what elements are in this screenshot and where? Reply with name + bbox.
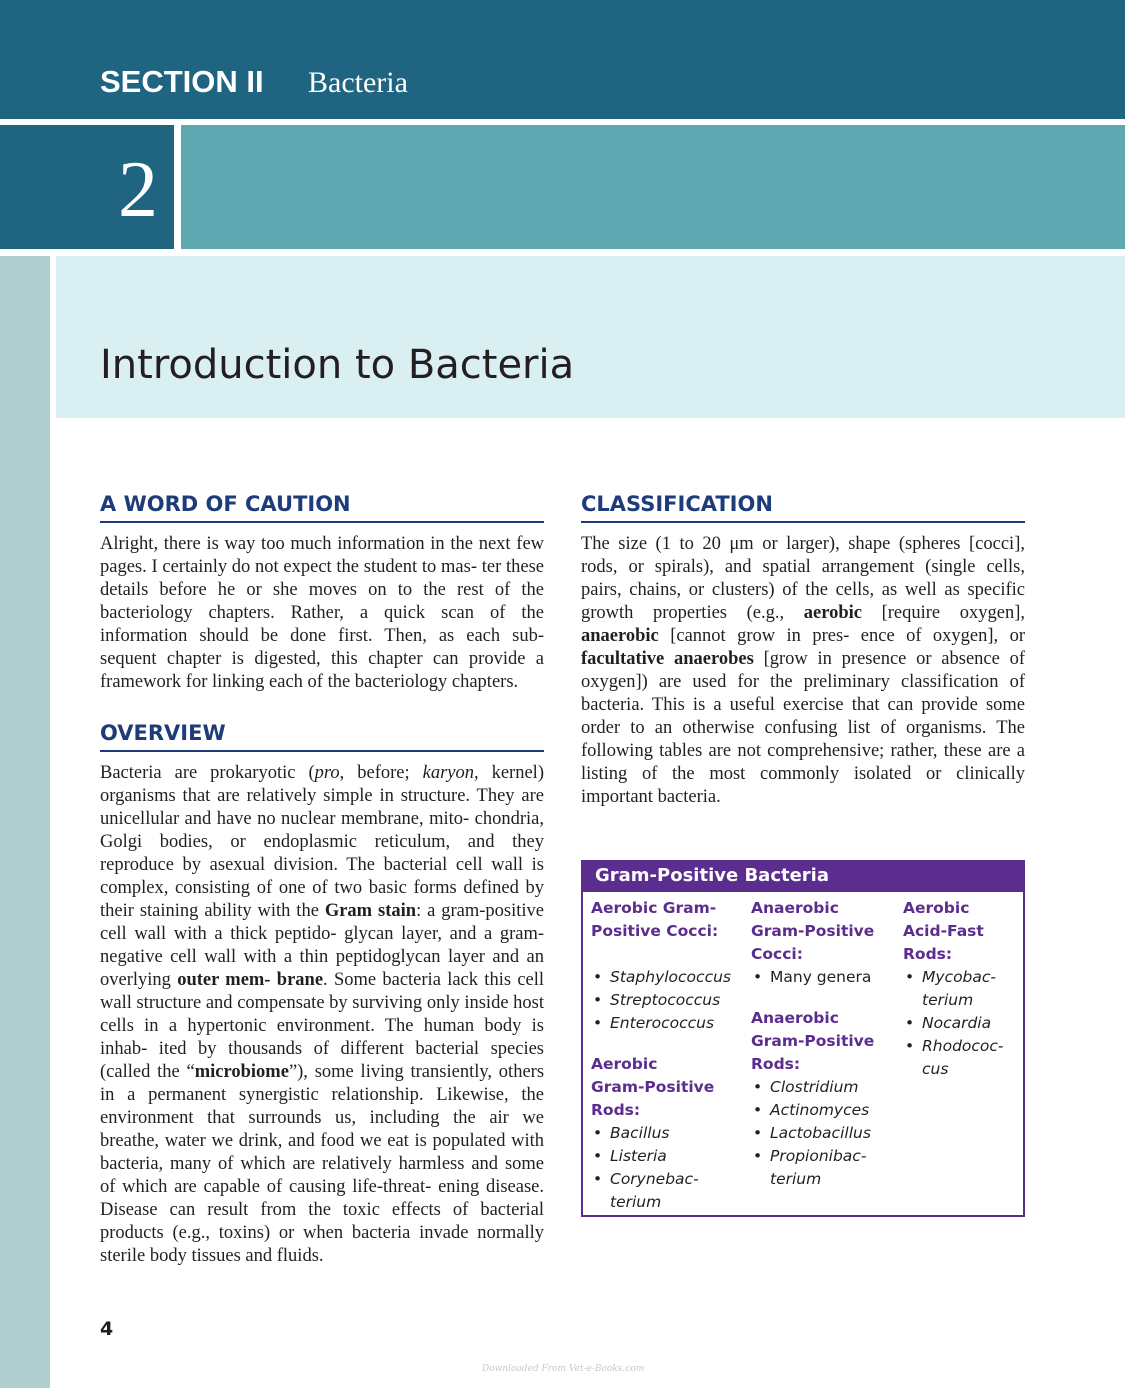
list-item: • Enterococcus [591,1012,743,1035]
list-item: • Rhodococ- cus [903,1035,1021,1081]
table-column-2 [751,897,899,1209]
chapter-band [181,125,1125,249]
watermark: Downloaded From Vet-e-Books.com [482,1364,645,1374]
page-number: 4 [100,1318,114,1340]
classification-heading: CLASSIFICATION [581,492,1025,523]
aerobic-gram-positive-cocci-group [591,897,743,1035]
section-name: Bacteria [308,66,408,99]
list-item: • Corynebac- terium [591,1168,743,1214]
group-heading: Anaerobic Gram-Positive Cocci: [751,899,875,963]
list-item: • Propionibac- terium [751,1145,899,1191]
group-heading: Aerobic Gram-Positive Rods: [591,1055,715,1119]
table-column-3 [903,897,1021,1099]
table-column-1 [591,897,743,1232]
table-header [583,862,1023,892]
gram-positive-table [581,860,1025,1217]
anaerobic-gram-positive-rods-group [751,1007,899,1191]
caution-paragraph: Alright, there is way too much information in the next few pages. I certainly do not expect the student to mas- ter these details before he or she moves on to the rest of the bacteriology chapters. Rather, a quick scan of the information should be done first. Then, as each sub- sequent chapter is digested, this chapter can provide a framework for linking each of the bacteriology chapters. [100,534,545,692]
list-item: • Mycobac- terium [903,966,1021,1012]
list-item: • Bacillus [591,1122,743,1145]
list-item: • Many genera [751,966,899,989]
chapter-number: 2 [118,146,158,234]
classification-paragraph: The size (1 to 20 μm or larger), shape (spheres [cocci], rods, or spirals), and spatial arrangement (single cells, pairs, chains, or clusters) of the cells, as well as specific growth properties (e.g., aerobic [require oxygen], anaerobic [cannot grow in pres- ence of oxygen], or facultative anaerobes [grow in presence or absence of oxygen]) are used for the preliminary classification of bacteria. This is a useful exercise that can provide some order to an otherwise confusing list of organisms. The following tables are not comprehensive; rather, these are a listing of the most commonly isolated or clinically important bacteria. [581,534,1026,807]
group-heading: Aerobic Acid-Fast Rods: [903,899,984,963]
list-item: • Listeria [591,1145,743,1168]
caution-heading: A WORD OF CAUTION [100,492,544,523]
left-margin-strip [0,256,50,1388]
table-title: Gram-Positive Bacteria [595,865,829,886]
list-item: • Staphylococcus [591,966,743,989]
overview-paragraph: Bacteria are prokaryotic (pro, before; karyon, kernel) organisms that are relatively simple in structure. They are unicellular and have no nuclear membrane, mito- chondria, Golgi bodies, or endoplasmic reticulum, and they reproduce by asexual division. The bacterial cell wall is complex, consisting of one of two basic forms defined by their staining ability with the Gram stain: a gram-positive cell wall with a thick peptido- glycan layer, and a gram-negative cell wall with a thin peptidoglycan layer and an overlying outer mem- brane. Some bacteria lack this cell wall structure and compensate by surviving only inside host cells in a hypertonic environment. The human body is inhab- ited by thousands of different bacterial species (called the “microbiome”), some living transiently, others in a permanent synergistic relationship. Likewise, the environment that surrounds us, including the air we breathe, water we drink, and food we eat is populated with bacteria, many of which are relatively harmless and some of which are capable of causing life-threat- ening disease. Disease can result from the toxic effects of bacterial products (e.g., toxins) or when bacteria invade normally sterile body tissues and fluids. [100,763,545,1266]
list-item: • Lactobacillus [751,1122,899,1145]
aerobic-acid-fast-rods-group [903,897,1021,1081]
list-item: • Actinomyces [751,1099,899,1122]
anaerobic-gram-positive-cocci-group [751,897,899,989]
section-label: SECTION II [100,64,264,99]
group-heading: Anaerobic Gram-Positive Rods: [751,1009,875,1073]
overview-heading: OVERVIEW [100,721,544,752]
title-band [56,256,1125,418]
list-item: • Streptococcus [591,989,743,1012]
group-heading: Aerobic Gram- Positive Cocci: [591,899,719,940]
list-item: • Nocardia [903,1012,1021,1035]
list-item: • Clostridium [751,1076,899,1099]
section-header-bar [0,0,1125,119]
chapter-title: Introduction to Bacteria [100,342,575,388]
aerobic-gram-positive-rods-group [591,1053,743,1214]
